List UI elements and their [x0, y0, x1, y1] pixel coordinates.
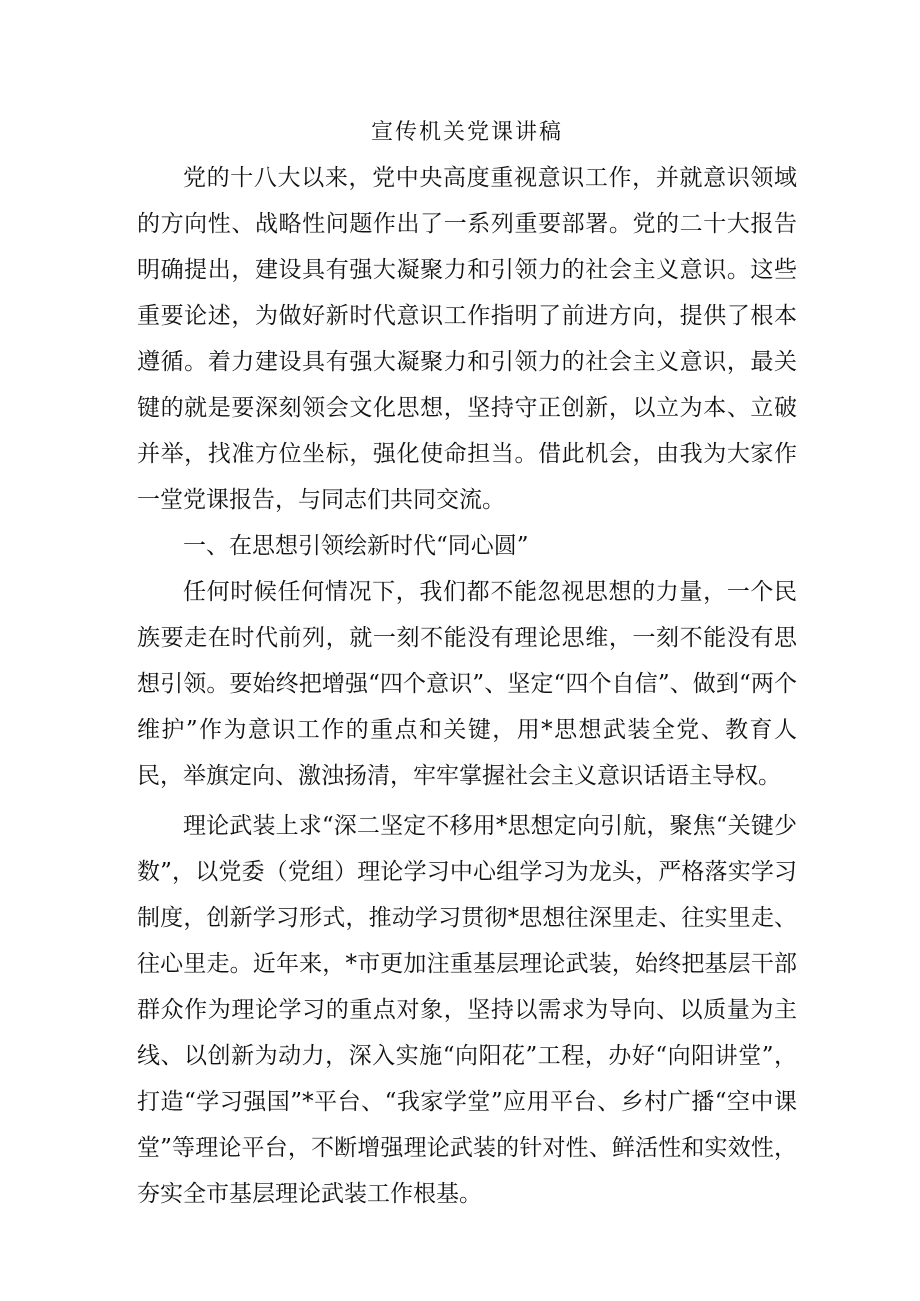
paragraph-section-1-body: 任何时候任何情况下，我们都不能忽视思想的力量，一个民族要走在时代前列，就一刻不能没有理论思维，一刻不能没有思想引领。要始终把增强“四个意识”、坚定“四个自信”、做到“两个维护”作为意识工作的重点和关键，用*思想武装全党、教育人民，举旗定向、激浊扬清，牢牢掌握社会主义意识话语主导权。: [137, 579, 797, 789]
section-heading-1: 一、在思想引领绘新时代“同心圆”: [183, 533, 529, 559]
document-body: [137, 111, 797, 1217]
paragraph-theory: 理论武装上求“深二坚定不移用*思想定向引航，聚焦“关键少数”，以党委（党组）理论学习中心组学习为龙头，严格落实学习制度，创新学习形式，推动学习贯彻*思想往深里走、往实里走、往心里走。近年来，*市更加注重基层理论武装，始终把基层干部群众作为理论学习的重点对象，坚持以需求为导向、以质量为主线、以创新为动力，深入实施“向阳花”工程，办好“向阳讲堂”，打造“学习强国”*平台、“我家学堂”应用平台、乡村广播“空中课堂”等理论平台，不断增强理论武装的针对性、鲜活性和实效性，夯实全市基层理论武装工作根基。: [137, 813, 797, 1207]
paragraph-intro: 党的十八大以来，党中央高度重视意识工作，并就意识领域的方向性、战略性问题作出了一系列重要部署。党的二十大报告明确提出，建设具有强大凝聚力和引领力的社会主义意识。这些重要论述，为做好新时代意识工作指明了前进方向，提供了根本遵循。着力建设具有强大凝聚力和引领力的社会主义意识，最关键的就是要深刻领会文化思想，坚持守正创新，以立为本、立破并举，找准方位坐标，强化使命担当。借此机会，由我为大家作一堂党课报告，与同志们共同交流。: [137, 165, 797, 513]
document-title: 宣传机关党课讲稿: [370, 120, 563, 145]
